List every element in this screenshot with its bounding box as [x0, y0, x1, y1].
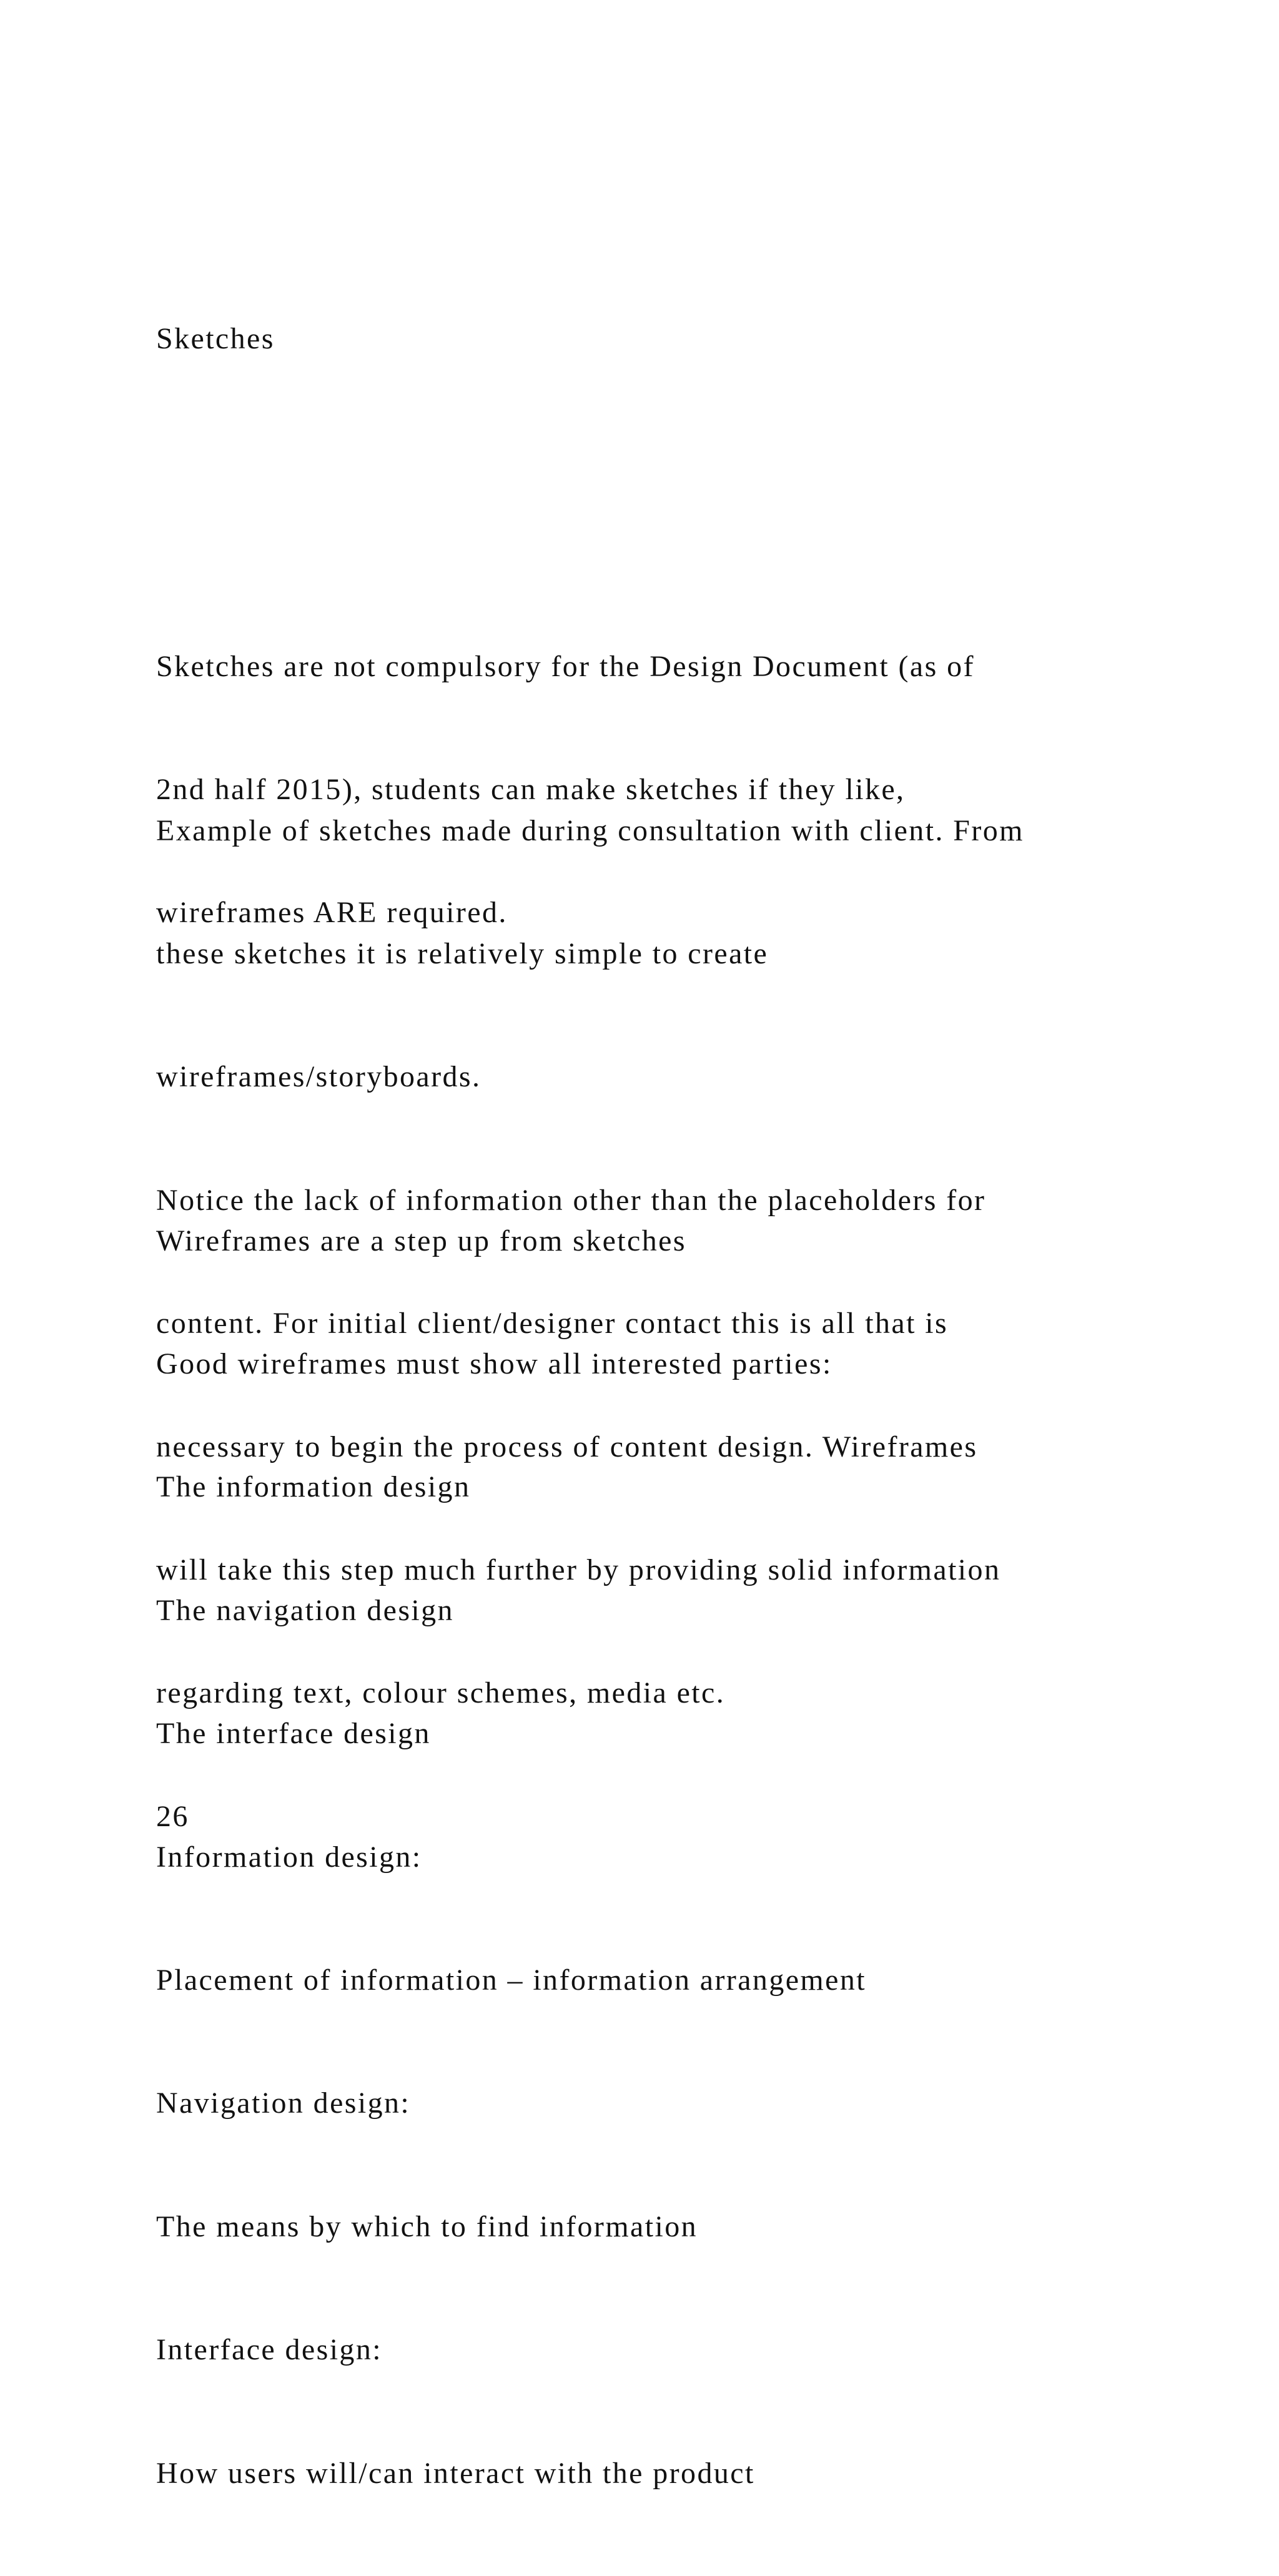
paragraph-3: [156, 1138, 1218, 2576]
paragraph-3-line: The information design: [156, 1470, 471, 1504]
paragraph-3-line: Navigation design:: [156, 2087, 411, 2120]
paragraph-2-line: wireframes/storyboards.: [156, 1060, 481, 1094]
paragraph-3-line: The means by which to find information: [156, 2210, 698, 2243]
heading-block: [156, 236, 1218, 441]
paragraph-3-line: Interface design:: [156, 2333, 382, 2367]
paragraph-1-line: 2nd half 2015), students can make sketches if they like,: [156, 772, 906, 806]
page-number: 26: [156, 1799, 189, 1833]
paragraph-2-line: regarding text, colour schemes, media etc.: [156, 1676, 726, 1710]
heading: Sketches: [156, 322, 275, 355]
paragraph-1-line: Sketches are not compulsory for the Design Document (as of: [156, 649, 975, 683]
paragraph-3-line: Wireframes are a step up from sketches: [156, 1224, 686, 1257]
paragraph-2-line: Notice the lack of information other than the placeholders for: [156, 1183, 986, 1217]
paragraph-3-line: Information design:: [156, 1840, 422, 1874]
paragraph-2-line: necessary to begin the process of content design. Wireframes: [156, 1430, 978, 1463]
paragraph-2-line: these sketches it is relatively simple to create: [156, 937, 769, 970]
paragraph-1-line: wireframes ARE required.: [156, 896, 508, 930]
paragraph-3-line: The navigation design: [156, 1593, 454, 1627]
paragraph-3-line: The interface design: [156, 1717, 431, 1751]
paragraph-3-line: Good wireframes must show all interested parties:: [156, 1347, 832, 1380]
paragraph-2-line: Example of sketches made during consultation with client. From: [156, 814, 1024, 847]
paragraph-2-line: will take this step much further by providing solid information: [156, 1553, 1001, 1586]
paragraph-3-line: How users will/can interact with the product: [156, 2456, 755, 2490]
paragraph-3-line: Placement of information – information arrangement: [156, 1963, 866, 1997]
paragraph-2-line: content. For initial client/designer contact this is all that is: [156, 1307, 949, 1340]
